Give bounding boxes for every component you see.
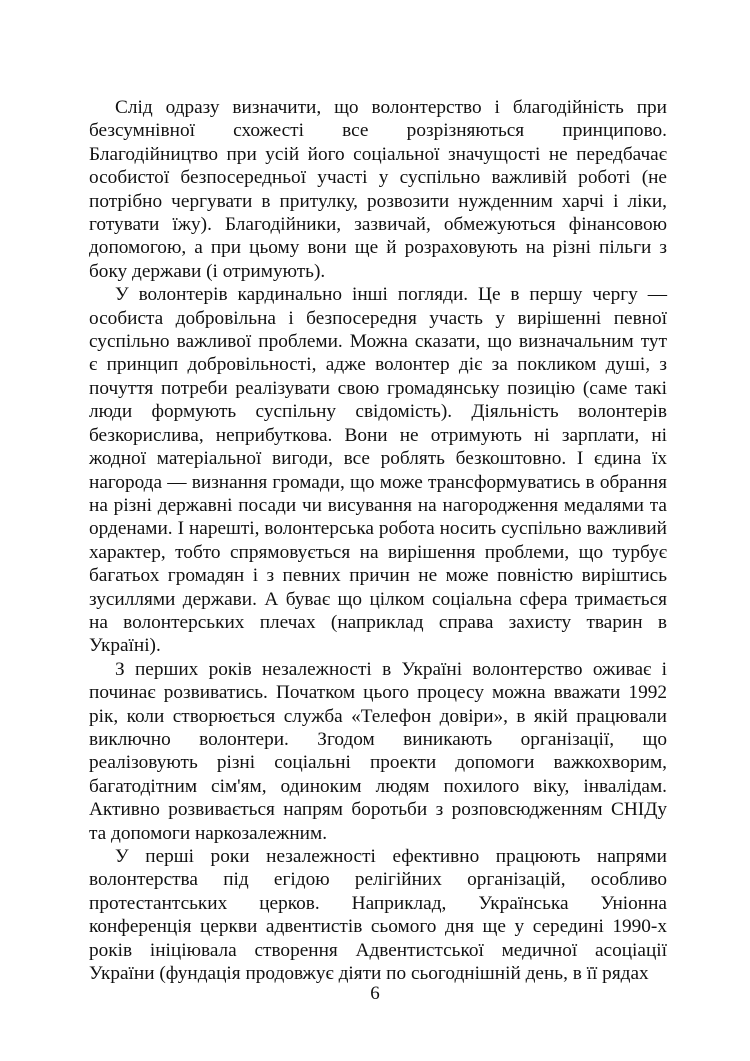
text-line: виключно волонтери. Згодом виникають організації, що [89,728,667,750]
text-line: У волонтерів кардинально інші погляди. Це в першу чергу — [115,284,667,306]
text-line: років ініціювала створення Адвентистської медичної асоціації [89,939,667,961]
text-line: на волонтерських плечах (наприклад справа захисту тварин в [89,611,667,633]
text-line: У перші роки незалежності ефективно працюють напрями [115,846,667,867]
text-line: волонтерства під егідою релігійних організацій, особливо [89,869,667,891]
text-line: особиста добровільна і безпосередня участь у вирішенні певної [89,307,667,329]
text-line: З перших років незалежності в Україні волонтерство оживає і [115,658,667,680]
text-line: орденами. І нарешті, волонтерська робота носить суспільно важливий [89,518,667,540]
text-line: є принцип добровільності, адже волонтер діє за покликом душі, з [89,354,667,376]
text-line: боку держави (і отримують). [89,260,326,282]
text-line: суспільно важливої проблеми. Можна сказати, що визначальним тут [89,331,667,353]
text-line: люди формують суспільну свідомість). Діяльність волонтерів [89,401,667,423]
text-line: Слід одразу визначити, що волонтерство і благодійність при [115,97,667,118]
text-line: нагорода — визнання громади, що може трансформуватись в обрання [89,471,667,493]
text-line: готувати їжу). Благодійники, зазвичай, обмежуються фінансовою [89,214,667,236]
text-line: безкорислива, неприбуткова. Вони не отримують ні зарплати, ні [89,424,667,446]
text-line: безсумнівної схожесті все розрізняються принципово. [89,120,667,142]
text-line: Благодійництво при усій його соціальної значущості не передбачає [89,143,667,165]
paragraph-container [89,96,667,985]
text-line: багатодітним сім'ям, одиноким людям похилого віку, інвалідам. [89,775,667,797]
paragraph [89,283,667,658]
text-line: реалізовують різні соціальні проекти допомоги важкохворим, [89,752,667,774]
text-line: конференція церкви адвентистів сьомого дня ще у середині 1990-х [89,916,667,938]
paragraph [89,845,667,985]
text-line: на різні державні посади чи висування на нагородження медалями та [89,494,667,516]
text-line: допомогою, а при цьому вони ще й розраховують на різні пільги з [89,237,667,259]
text-line: потрібно чергувати в притулку, розвозити нужденним харчі і ліки, [89,190,667,212]
paragraph [89,658,667,845]
text-line: Україні). [89,635,161,657]
text-line: рік, коли створюється служба «Телефон довіри», в якій працювали [89,705,667,727]
text-line: особистої безпосередньої участі у суспільно важливій роботі (не [89,167,667,189]
text-line: протестантських церков. Наприклад, Українська Уніонна [89,892,667,914]
text-line: України (фундація продовжує діяти по сьогоднішній день, в її рядах [89,963,649,985]
text-line: зусиллями держави. А буває що цілком соціальна сфера тримається [89,588,667,610]
page-number: 6 [370,983,380,1004]
text-line: почуття потреби реалізувати свою громадянську позицію (саме такі [89,377,667,399]
paragraph [89,96,667,283]
text-line: жодної матеріальної вигоди, все роблять безкоштовно. І єдина їх [89,448,667,470]
text-line: та допомоги наркозалежним. [89,822,328,844]
text-line: Активно розвивається напрям боротьби з розповсюдженням СНІДу [89,799,667,821]
document-body [89,96,667,985]
text-line: починає розвиватись. Початком цього процесу можна вважати 1992 [89,682,667,704]
text-line: багатьох громадян і з певних причин не може повністю виріштись [89,565,667,587]
text-line: характер, тобто спрямовується на вирішення проблеми, що турбує [89,541,667,563]
